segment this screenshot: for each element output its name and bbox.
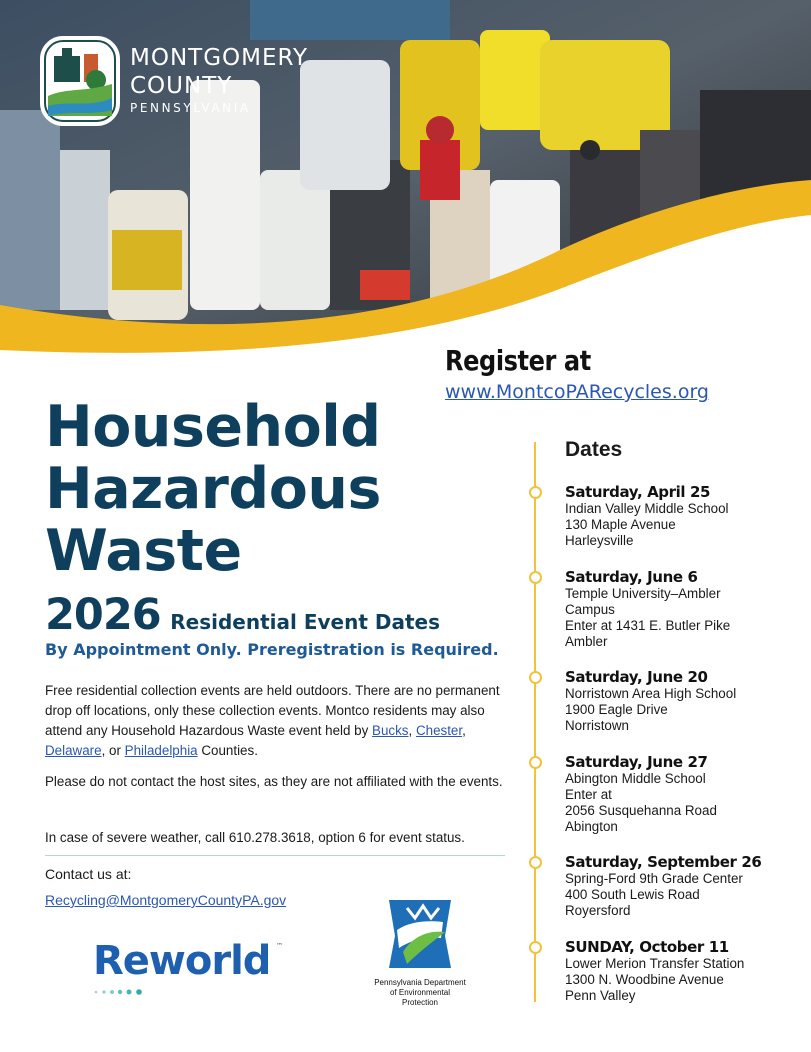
title-line1: Household (45, 394, 381, 460)
subtitle: Residential Event Dates (170, 610, 440, 634)
dep-keystone-icon (385, 896, 455, 972)
county-name (130, 44, 308, 115)
dep-caption-line2: of Environmental (389, 988, 451, 997)
weather-note: In case of severe weather, call 610.278.3618, option 6 for event status. (45, 830, 465, 845)
event-town: Ambler (565, 634, 608, 649)
event-location: Temple University–Ambler (565, 586, 721, 601)
sep2: , (462, 723, 466, 738)
event-entry-note: Enter at (565, 787, 612, 802)
intro-paragraph (45, 681, 515, 761)
event-location: Lower Merion Transfer Station (565, 956, 745, 971)
event-town: Abington (565, 819, 618, 834)
reworld-logo (93, 938, 283, 984)
title-line3: Waste (45, 518, 242, 584)
philadelphia-link[interactable]: Philadelphia (124, 743, 198, 758)
event-item (565, 483, 795, 549)
event-town: Norristown (565, 718, 629, 733)
event-address: 130 Maple Avenue (565, 517, 676, 532)
event-address: Enter at 1431 E. Butler Pike (565, 618, 731, 633)
chester-link[interactable]: Chester (415, 723, 463, 738)
event-date: Saturday, June 6 (565, 568, 698, 586)
dep-caption-line3: Protection (401, 998, 439, 1007)
event-item (565, 938, 795, 1004)
timeline-node (529, 941, 542, 954)
timeline-node (529, 571, 542, 584)
event-date: Saturday, September 26 (565, 853, 762, 871)
dep-caption (360, 978, 480, 1008)
event-item (565, 568, 795, 650)
event-item (565, 668, 795, 734)
register-label: Register at (445, 344, 591, 377)
event-item (565, 753, 795, 835)
timeline-node (529, 856, 542, 869)
event-location: Abington Middle School (565, 771, 706, 786)
county-name-line2: COUNTY (130, 73, 233, 99)
timeline-node (529, 671, 542, 684)
year: 2026 (45, 590, 161, 640)
page-title (45, 396, 381, 582)
reworld-dots-icon (93, 988, 153, 996)
event-item (565, 853, 795, 919)
event-date: SUNDAY, October 11 (565, 938, 729, 956)
contact-email-link[interactable]: Recycling@MontgomeryCountyPA.gov (45, 892, 287, 908)
event-date: Saturday, June 27 (565, 753, 708, 771)
bucks-link[interactable]: Bucks (372, 723, 409, 738)
year-subtitle (45, 590, 440, 640)
intro-text: Free residential collection events are held outdoors. There are no permanent drop off locations, only these collection events. Montco residents may also attend any Household Hazardous Waste event held by (45, 683, 500, 738)
timeline-node (529, 756, 542, 769)
event-date: Saturday, April 25 (565, 483, 711, 501)
sep3: , or (101, 743, 125, 758)
reworld-wordmark: Reworld (93, 938, 271, 984)
divider (45, 855, 505, 856)
event-location: Spring-Ford 9th Grade Center (565, 871, 743, 886)
event-date: Saturday, June 20 (565, 668, 708, 686)
sep1: , (408, 723, 416, 738)
event-address: 1900 Eagle Drive (565, 702, 668, 717)
county-name-line1: MONTGOMERY (130, 45, 309, 71)
dep-caption-line1: Pennsylvania Department (374, 978, 466, 987)
event-location: Norristown Area High School (565, 686, 737, 701)
register-block (445, 344, 709, 403)
dates-heading: Dates (565, 438, 623, 461)
contact-label: Contact us at: (45, 866, 132, 882)
event-town: Royersford (565, 903, 631, 918)
timeline-node (529, 486, 542, 499)
county-logo (40, 36, 120, 126)
event-town: Harleysville (565, 533, 634, 548)
timeline-line (534, 442, 536, 1002)
event-address: 1300 N. Woodbine Avenue (565, 972, 724, 987)
hero-photo (0, 0, 811, 360)
register-link[interactable]: www.MontcoPARecycles.org (445, 381, 709, 403)
event-address: 2056 Susquehanna Road (565, 803, 717, 818)
event-town: Penn Valley (565, 988, 636, 1003)
event-address: 400 South Lewis Road (565, 887, 700, 902)
county-name-line3: PENNSYLVANIA (130, 101, 251, 115)
intro-text-end: Counties. (197, 743, 258, 758)
delaware-link[interactable]: Delaware (45, 743, 102, 758)
event-location: Indian Valley Middle School (565, 501, 729, 516)
dep-logo (360, 896, 480, 1008)
appointment-note: By Appointment Only. Preregistration is Required. (45, 640, 499, 659)
host-sites-note: Please do not contact the host sites, as they are not affiliated with the events. (45, 774, 503, 789)
reworld-trademark: ™ (276, 942, 283, 950)
title-line2: Hazardous (45, 456, 381, 522)
event-location-cont: Campus (565, 602, 615, 617)
